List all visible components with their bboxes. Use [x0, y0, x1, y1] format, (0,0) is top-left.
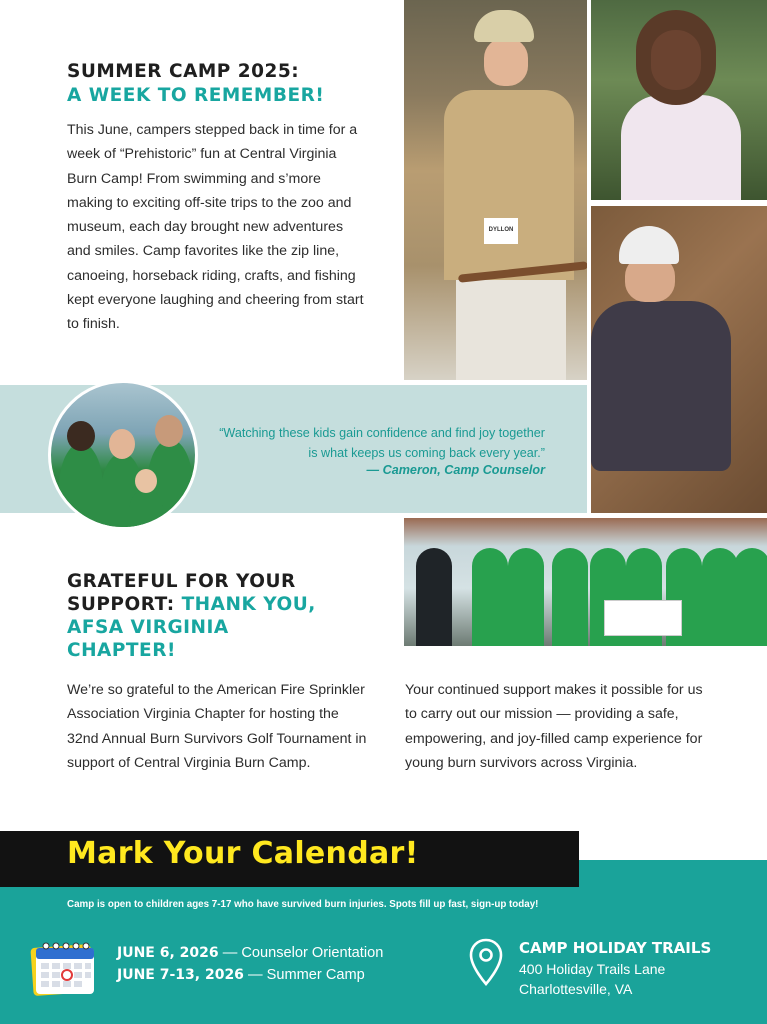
calendar-icon	[28, 936, 100, 998]
eligibility-note: Camp is open to children ages 7-17 who have survived burn injuries. Spots fill up fast, sign-up today!	[67, 899, 539, 910]
smiling-camper-photo	[591, 0, 767, 200]
grateful-heading-teal: THANK YOU, AFSA VIRGINIA CHAPTER!	[67, 594, 316, 661]
location-address-line1: 400 Holiday Trails Lane	[519, 961, 666, 977]
counselor-orientation-date-value: JUNE 6, 2026	[117, 945, 219, 961]
summer-camp-date	[117, 967, 365, 983]
donation-check	[604, 600, 682, 636]
summer-camp-date-value: JUNE 7-13, 2026	[117, 967, 244, 983]
counselor-quote: “Watching these kids gain confidence and find joy together is what keeps us coming back every year.”	[219, 426, 545, 460]
counselors-photo	[48, 380, 198, 530]
grateful-heading	[67, 570, 327, 662]
summer-camp-heading-line2: A WEEK TO REMEMBER!	[67, 85, 325, 106]
location-name: CAMP HOLIDAY TRAILS	[519, 939, 712, 957]
counselor-orientation-date	[117, 945, 383, 961]
location-address-line2: Charlottesville, VA	[519, 981, 633, 997]
grateful-paragraph-left: We’re so grateful to the American Fire Sprinkler Association Virginia Chapter for hosting the 32nd Annual Burn Survivors Golf Tournament in support of Central Virginia Burn Camp.	[67, 682, 367, 771]
summer-camp-heading-line1: SUMMER CAMP 2025:	[67, 61, 300, 82]
grateful-paragraph-right: Your continued support makes it possible for us to carry out our mission — providing a safe, empowering, and joy-filled camp experience for young burn survivors across Virginia.	[405, 682, 703, 771]
explorer-name-badge: DYLLON	[484, 218, 518, 244]
counselor-orientation-label: — Counselor Orientation	[218, 945, 384, 961]
calendar-title: Mark Your Calendar!	[67, 836, 419, 871]
summer-camp-label: — Summer Camp	[243, 967, 365, 983]
quote-author: — Cameron, Camp Counselor	[366, 463, 545, 477]
climbing-camper-photo	[591, 206, 767, 513]
summer-camp-heading	[67, 60, 324, 108]
location-pin-icon	[469, 938, 503, 988]
afsa-group-photo	[404, 518, 767, 646]
summer-camp-paragraph: This June, campers stepped back in time for a week of “Prehistoric” fun at Central Virginia Burn Camp! From swimming and s’more making to exciting off-site trips to the zoo and museum, each day brought new adventures and smiles. Camp favorites like the zip line, canoeing, horseback riding, crafts, and fishing kept everyone laughing and cheering from start to finish.	[67, 122, 364, 333]
grateful-heading-dark: GRATEFUL FOR YOUR SUPPORT:	[67, 571, 296, 615]
explorer-camper-photo	[404, 0, 587, 380]
